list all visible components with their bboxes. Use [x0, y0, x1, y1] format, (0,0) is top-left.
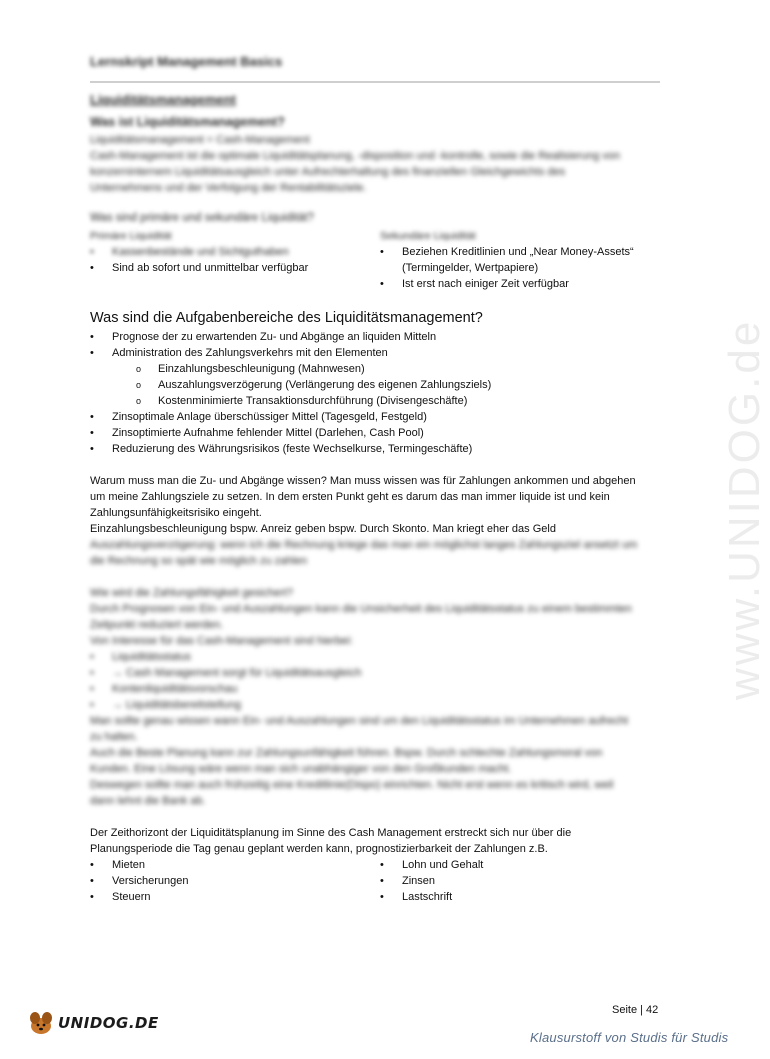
list-item: • Mieten: [90, 857, 380, 873]
q1-body: [90, 132, 660, 196]
list-item-detail: • → Liquiditätsbereitstellung: [90, 697, 660, 713]
list-item: • Kontenliquiditätsvorschau: [90, 681, 660, 697]
list-item: • Beziehen Kreditlinien und „Near Money-Assets“ (Termingelder, Wertpapiere): [380, 244, 660, 276]
list-item: • Ist erst nach einiger Zeit verfügbar: [380, 276, 660, 292]
tasks-list-continued: [90, 409, 660, 457]
list-item: • Zinsoptimale Anlage überschüssiger Mittel (Tagesgeld, Festgeld): [90, 409, 660, 425]
logo-text: UNIDOG.DE: [58, 1014, 159, 1032]
liquidity-columns: [90, 228, 660, 292]
list-item: • Sind ab sofort und unmittelbar verfügbar: [90, 260, 380, 276]
examples-columns: [90, 857, 660, 905]
examples-left: [90, 857, 380, 905]
q4-line: Auch die Beste Planung kann zur Zahlungsunfähigkeit führen. Bspw. Durch schlechte Zahlungsmoral von: [90, 747, 603, 759]
sub-list-item: o Kostenminimierte Transaktionsdurchführung (Divisengeschäfte): [136, 393, 660, 409]
paragraph-line: Warum muss man die Zu- und Abgänge wissen? Man muss wissen was für Zahlungen ankommen und abgehen: [90, 475, 636, 487]
list-item: • Administration des Zahlungsverkehrs mit den Elementen: [90, 345, 660, 361]
list-item: • Zinsoptimierte Aufnahme fehlender Mittel (Darlehen, Cash Pool): [90, 425, 660, 441]
q4-section: [90, 585, 660, 809]
q4-line: dann lehnt die Bank ab.: [90, 795, 206, 807]
q4-line: Durch Prognosen von Ein- und Auszahlungen kann die Unsicherheit des Liquiditätsstatus zu einem bestimmten: [90, 603, 632, 615]
unidog-logo: [26, 1010, 159, 1036]
q4-line: Zeitpunkt reduziert werden.: [90, 619, 224, 631]
header-divider: [90, 81, 660, 83]
tasks-sublist: [90, 361, 660, 409]
section-title: Liquiditätsmanagement: [90, 92, 236, 107]
q4-heading: Wie wird die Zahlungsfähigkeit gesichert?: [90, 587, 293, 599]
list-item: • Liquiditätsstatus: [90, 649, 660, 665]
list-item: • Kassenbestände und Sichtguthaben: [90, 244, 380, 260]
sub-list-item: o Einzahlungsbeschleunigung (Mahnwesen): [136, 361, 660, 377]
q1-line: Unternehmens und der Verfolgung der Rentabilitätsziele.: [90, 182, 367, 194]
paragraph-line: Auszahlungsverzögerung: wenn ich die Rechnung kriege das man ein möglichst langes Zahlungsziel ansetzt um: [90, 539, 638, 551]
list-item: • Prognose der zu erwartenden Zu- und Abgänge an liquiden Mitteln: [90, 329, 660, 345]
watermark: www.UNIDOG.de: [720, 318, 769, 700]
paragraph-line: Planungsperiode die Tag genau geplant werden kann, prognostizierbarkeit der Zahlungen z.B.: [90, 843, 548, 855]
primary-liquidity-column: [90, 228, 380, 292]
page-header: [90, 54, 660, 83]
secondary-liquidity-head: Sekundäre Liquidität: [380, 230, 476, 242]
q1-line: konzerninternem Liquiditätsausgleich unter Aufrechterhaltung des finanziellen Gleichgewichts des: [90, 166, 566, 178]
paragraph-why: [90, 473, 660, 537]
list-item: • Steuern: [90, 889, 380, 905]
q4-list: [90, 649, 660, 713]
examples-right: [380, 857, 660, 905]
q4-line: Kunden. Eine Lösung wäre wenn man sich unabhängiger von den Großkunden macht.: [90, 763, 512, 775]
q1-heading: Was ist Liquiditätsmanagement?: [90, 115, 285, 129]
paragraph-line: Einzahlungsbeschleunigung bspw. Anreiz geben bspw. Durch Skonto. Man kriegt eher das Geld: [90, 523, 556, 535]
q4-line: Von Interesse für das Cash-Management sind hierbei:: [90, 635, 353, 647]
q2-heading: Was sind primäre und sekundäre Liquidität?: [90, 212, 314, 224]
secondary-liquidity-column: [380, 228, 660, 292]
paragraph-why-blurred: [90, 537, 660, 569]
document-title: Lernskript Management Basics: [90, 54, 283, 69]
dog-mascot-icon: [26, 1010, 56, 1036]
q4-line: zu halten.: [90, 731, 138, 743]
paragraph-line: um meine Zahlungsziele zu setzen. In dem ersten Punkt geht es darum das man immer liquide ist und kein: [90, 491, 610, 503]
paragraph-line: die Rechnung so spät wie möglich zu zahlen: [90, 555, 308, 567]
sub-list-item: o Auszahlungsverzögerung (Verlängerung des eigenen Zahlungsziels): [136, 377, 660, 393]
q1-line: Liquiditätsmanagement = Cash-Management: [90, 134, 310, 146]
list-item: • Versicherungen: [90, 873, 380, 889]
page-content: [90, 92, 660, 905]
list-item-detail: • → Cash Management sorgt für Liquiditätsausgleich: [90, 665, 660, 681]
list-item: • Reduzierung des Währungsrisikos (feste Wechselkurse, Termingeschäfte): [90, 441, 660, 457]
q1-line: Cash-Management ist die optimale Liquiditätsplanung, -disposition und -kontrolle, sowie die Realisierung von: [90, 150, 621, 162]
q4-line: Man sollte genau wissen wann Ein- und Auszahlungen sind um den Liquiditätsstatus im Unternehmen aufrecht: [90, 715, 629, 727]
tasks-list: [90, 329, 660, 361]
paragraph-horizon: [90, 825, 660, 857]
primary-liquidity-head: Primäre Liquidität: [90, 230, 172, 242]
list-item: • Lohn und Gehalt: [380, 857, 660, 873]
list-item: • Zinsen: [380, 873, 660, 889]
q4-line: Deswegen sollte man auch frühzeitig eine Kreditlinie(Dispo) einrichten. Nicht erst wenn es kritisch wird, weil: [90, 779, 614, 791]
list-item: • Lastschrift: [380, 889, 660, 905]
q3-heading: Was sind die Aufgabenbereiche des Liquiditätsmanagement?: [90, 310, 483, 326]
paragraph-line: Der Zeithorizont der Liquiditätsplanung im Sinne des Cash Management erstreckt sich nur über die: [90, 827, 572, 839]
page-number: Seite | 42: [612, 1004, 659, 1016]
paragraph-line: Zahlungsunfähigkeitsrisiko eingeht.: [90, 507, 262, 519]
footer-tagline: Klausurstoff von Studis für Studis: [530, 1030, 729, 1045]
